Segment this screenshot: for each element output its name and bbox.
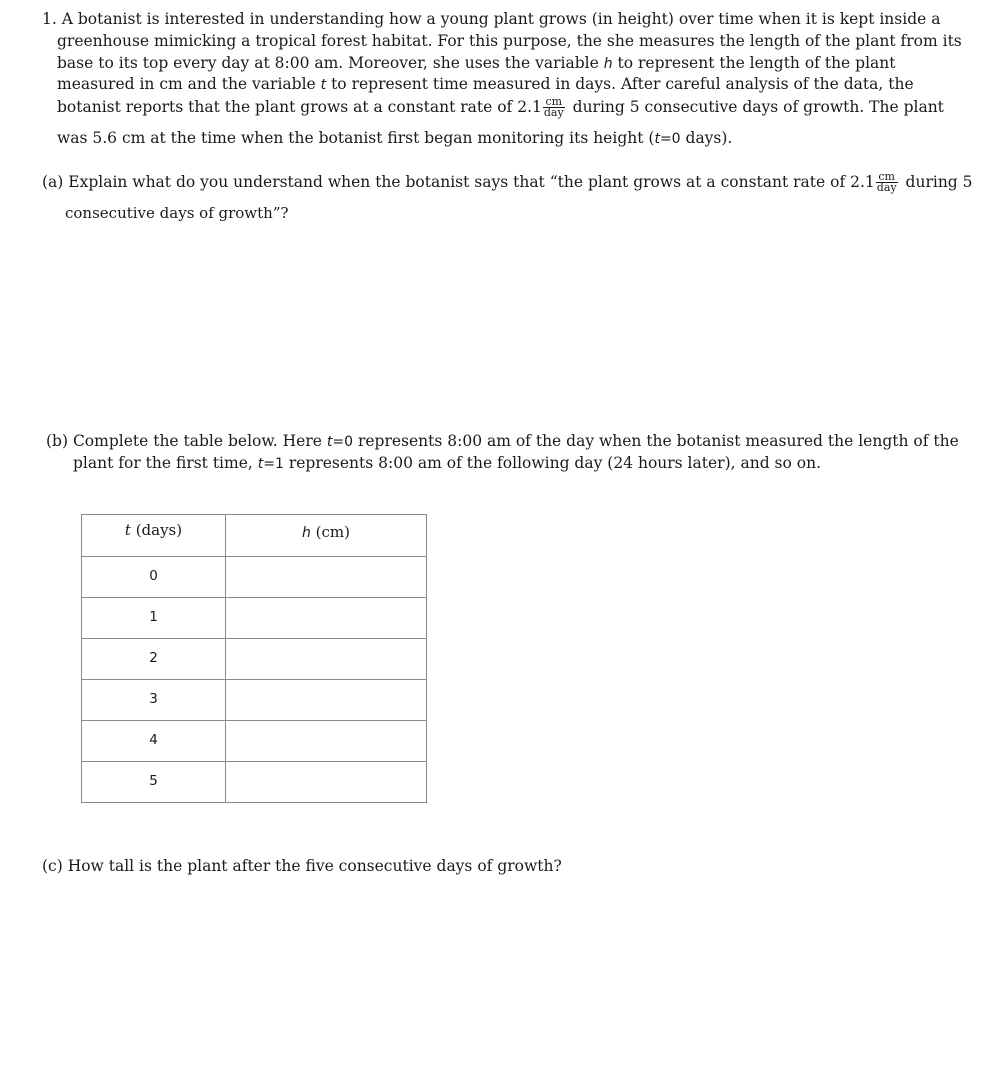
part-b-instructions-line-2: plant for the first time, t=1 represents 8:00 am of the following day (24 hours later), and so on. — [73, 454, 821, 472]
problem-line-2: greenhouse mimicking a tropical forest habitat. For this purpose, the she measures the length of the plant from its — [57, 32, 962, 50]
rate-unit-fraction: $\frac{cm}{\text{day}}$ — [876, 169, 897, 194]
table-row — [82, 680, 427, 721]
part-c-question: (c) How tall is the plant after the five consecutive days of growth? — [42, 857, 562, 875]
t-value-cell: 5 — [82, 762, 226, 803]
table-row — [82, 598, 427, 639]
t-value-cell: 2 — [82, 639, 226, 680]
h-answer-cell[interactable] — [226, 721, 427, 762]
table-row — [82, 557, 427, 598]
header-h-cm: h (cm) — [226, 515, 427, 557]
table-row — [82, 721, 427, 762]
problem-line-1: 1. A botanist is interested in understanding how a young plant grows (in height) over time when it is kept inside a — [42, 10, 941, 28]
h-answer-cell[interactable] — [226, 557, 427, 598]
problem-line-5: botanist reports that the plant grows at a constant rate of 2.1 $\frac{cm}{\text{day}}$ during 5 consecutive days of growth. The plant — [57, 94, 944, 119]
variable-h: h — [603, 56, 613, 72]
problem-line-4: measured in cm and the variable t to represent time measured in days. After careful analysis of the data, the — [57, 75, 914, 93]
header-t-days: t (days) — [82, 515, 226, 557]
part-b-instructions: (b) Complete the table below. Here t=0 represents 8:00 am of the day when the botanist measured the length of the — [46, 432, 959, 450]
t-value-cell: 0 — [82, 557, 226, 598]
h-answer-cell[interactable] — [226, 762, 427, 803]
problem-line-6: was 5.6 cm at the time when the botanist first began monitoring its height (t=0 days). — [57, 129, 733, 147]
h-answer-cell[interactable] — [226, 598, 427, 639]
table-header-row — [82, 515, 427, 557]
problem-number: 1. — [42, 10, 57, 28]
t-value-cell: 4 — [82, 721, 226, 762]
variable-t: t — [320, 77, 327, 93]
problem-line-3: base to its top every day at 8:00 am. Moreover, she uses the variable h to represent the length of the plant — [57, 54, 896, 72]
rate-unit-fraction: $\frac{cm}{\text{day}}$ — [543, 94, 564, 119]
h-answer-cell[interactable] — [226, 639, 427, 680]
table-row — [82, 639, 427, 680]
part-a-question: (a) Explain what do you understand when the botanist says that “the plant grows at a constant rate of 2.1 $\frac{cm}{\text{day}}$ during 5 — [42, 169, 973, 194]
t-value-cell: 1 — [82, 598, 226, 639]
table-row — [82, 762, 427, 803]
t-value-cell: 3 — [82, 680, 226, 721]
part-a-question-line-2: consecutive days of growth”? — [65, 204, 289, 222]
growth-table — [81, 514, 427, 803]
h-answer-cell[interactable] — [226, 680, 427, 721]
